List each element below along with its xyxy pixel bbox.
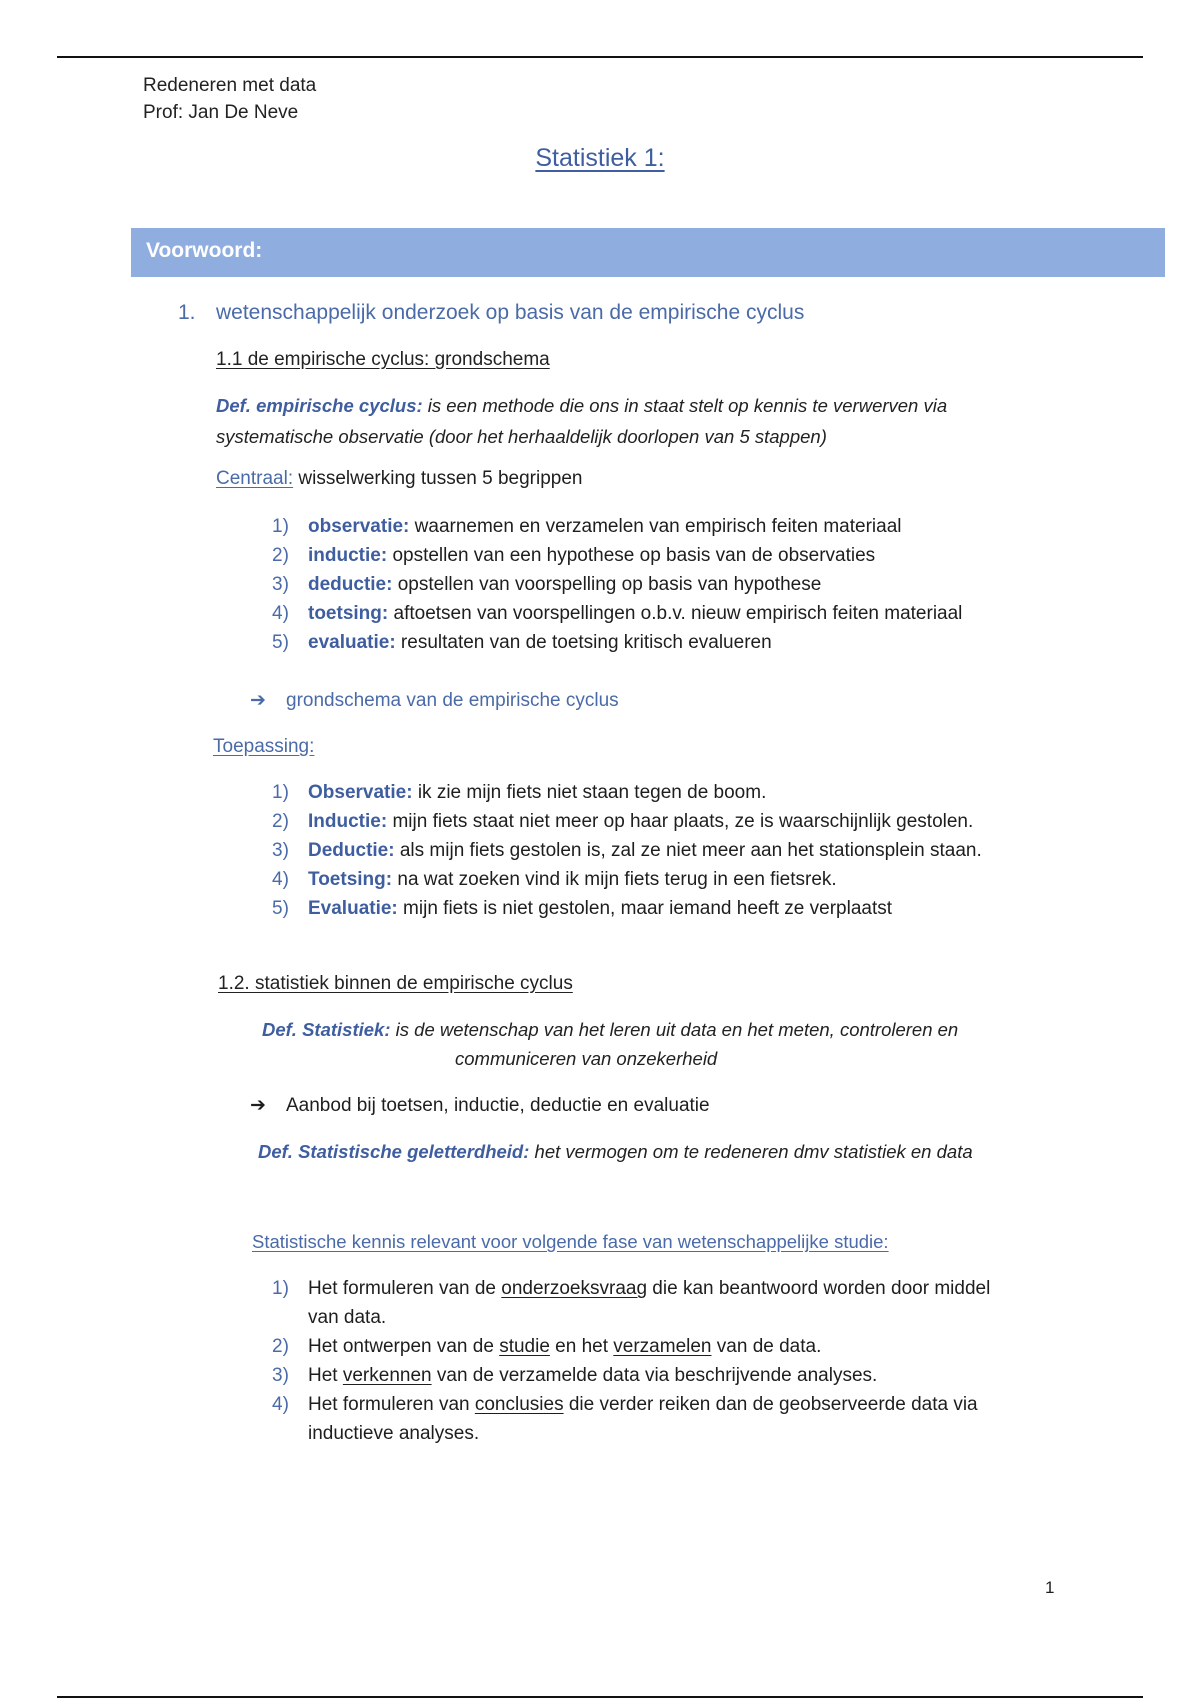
definition-term: Def. empirische cyclus: (216, 395, 423, 416)
list-item: 5) Evaluatie: mijn fiets is niet gestolen, maar iemand heeft ze verplaatst (272, 898, 893, 919)
subheading-1-2: 1.2. statistiek binnen de empirische cyclus (218, 973, 573, 994)
centraal-label: Centraal: (216, 468, 294, 489)
begrippen-list (272, 512, 962, 657)
banner-label: Voorwoord: (146, 239, 263, 262)
list-item: 4) toetsing: aftoetsen van voorspellingen o.b.v. nieuw empirisch feiten materiaal (272, 603, 963, 624)
definition-text: het vermogen om te redeneren dmv statistiek en data (529, 1141, 973, 1162)
arrow-icon: ➔ (250, 1095, 266, 1116)
page-title: Statistiek 1: (535, 144, 665, 172)
page-number: 1 (1045, 1578, 1055, 1597)
kennis-list (272, 1274, 990, 1448)
document-header (143, 72, 316, 126)
definition-empirische-cyclus (216, 390, 947, 452)
centraal-text: wisselwerking tussen 5 begrippen (293, 468, 583, 489)
toepassing-list (272, 778, 982, 923)
definition-term: Def. Statistiek: (262, 1019, 391, 1040)
centraal-line (216, 468, 583, 490)
definition-statistiek (262, 1015, 958, 1073)
course-name: Redeneren met data (143, 75, 317, 96)
definition-text-line2: systematische observatie (door het herhaaldelijk doorlopen van 5 stappen) (216, 426, 827, 447)
section-heading (178, 301, 804, 325)
top-rule (57, 56, 1143, 58)
list-item: 2) inductie: opstellen van een hypothese op basis van de observaties (272, 545, 876, 566)
list-item: 1) Observatie: ik zie mijn fiets niet staan tegen de boom. (272, 782, 767, 803)
definition-geletterdheid (258, 1136, 973, 1167)
definition-term: Def. Statistische geletterdheid: (258, 1141, 530, 1162)
list-item: 3) deductie: opstellen van voorspelling op basis van hypothese (272, 574, 822, 595)
list-item: 3) Het verkennen van de verzamelde data via beschrijvende analyses. (272, 1365, 878, 1386)
list-item: 4) Het formuleren van conclusies die verder reiken dan de geobserveerde data via inductieve analyses. (272, 1394, 978, 1444)
arrow-text: Aanbod bij toetsen, inductie, deductie en evaluatie (286, 1095, 710, 1116)
definition-text-line2: communiceren van onzekerheid (455, 1048, 718, 1069)
arrow-icon: ➔ (250, 690, 266, 711)
subheading-1-1: 1.1 de empirische cyclus: grondschema (216, 349, 550, 370)
list-item: 1) Het formuleren van de onderzoeksvraag die kan beantwoord worden door middel van data. (272, 1278, 991, 1328)
professor-name: Prof: Jan De Neve (143, 102, 299, 123)
arrow-note-aanbod (250, 1094, 710, 1117)
list-item: 5) evaluatie: resultaten van de toetsing kritisch evalueren (272, 632, 772, 653)
list-item: 2) Het ontwerpen van de studie en het verzamelen van de data. (272, 1336, 822, 1357)
section-title: wetenschappelijk onderzoek op basis van de empirische cyclus (216, 301, 805, 324)
list-item: 2) Inductie: mijn fiets staat niet meer op haar plaats, ze is waarschijnlijk gestolen. (272, 811, 974, 832)
list-item: 3) Deductie: als mijn fiets gestolen is, zal ze niet meer aan het stationsplein staan. (272, 840, 982, 861)
kennis-title: Statistische kennis relevant voor volgende fase van wetenschappelijke studie: (252, 1231, 889, 1252)
definition-text: is de wetenschap van het leren uit data en het meten, controleren en (390, 1019, 959, 1040)
bottom-rule (57, 1696, 1143, 1698)
definition-text: is een methode die ons in staat stelt op kennis te verwerven via (422, 395, 948, 416)
arrow-text: grondschema van de empirische cyclus (286, 690, 619, 711)
section-banner (131, 228, 1165, 277)
arrow-note-grondschema (250, 689, 619, 712)
list-item: 4) Toetsing: na wat zoeken vind ik mijn fiets terug in een fietsrek. (272, 869, 837, 890)
section-number: 1. (178, 301, 196, 324)
toepassing-label: Toepassing: (213, 736, 315, 757)
list-item: 1) observatie: waarnemen en verzamelen van empirisch feiten materiaal (272, 516, 902, 537)
